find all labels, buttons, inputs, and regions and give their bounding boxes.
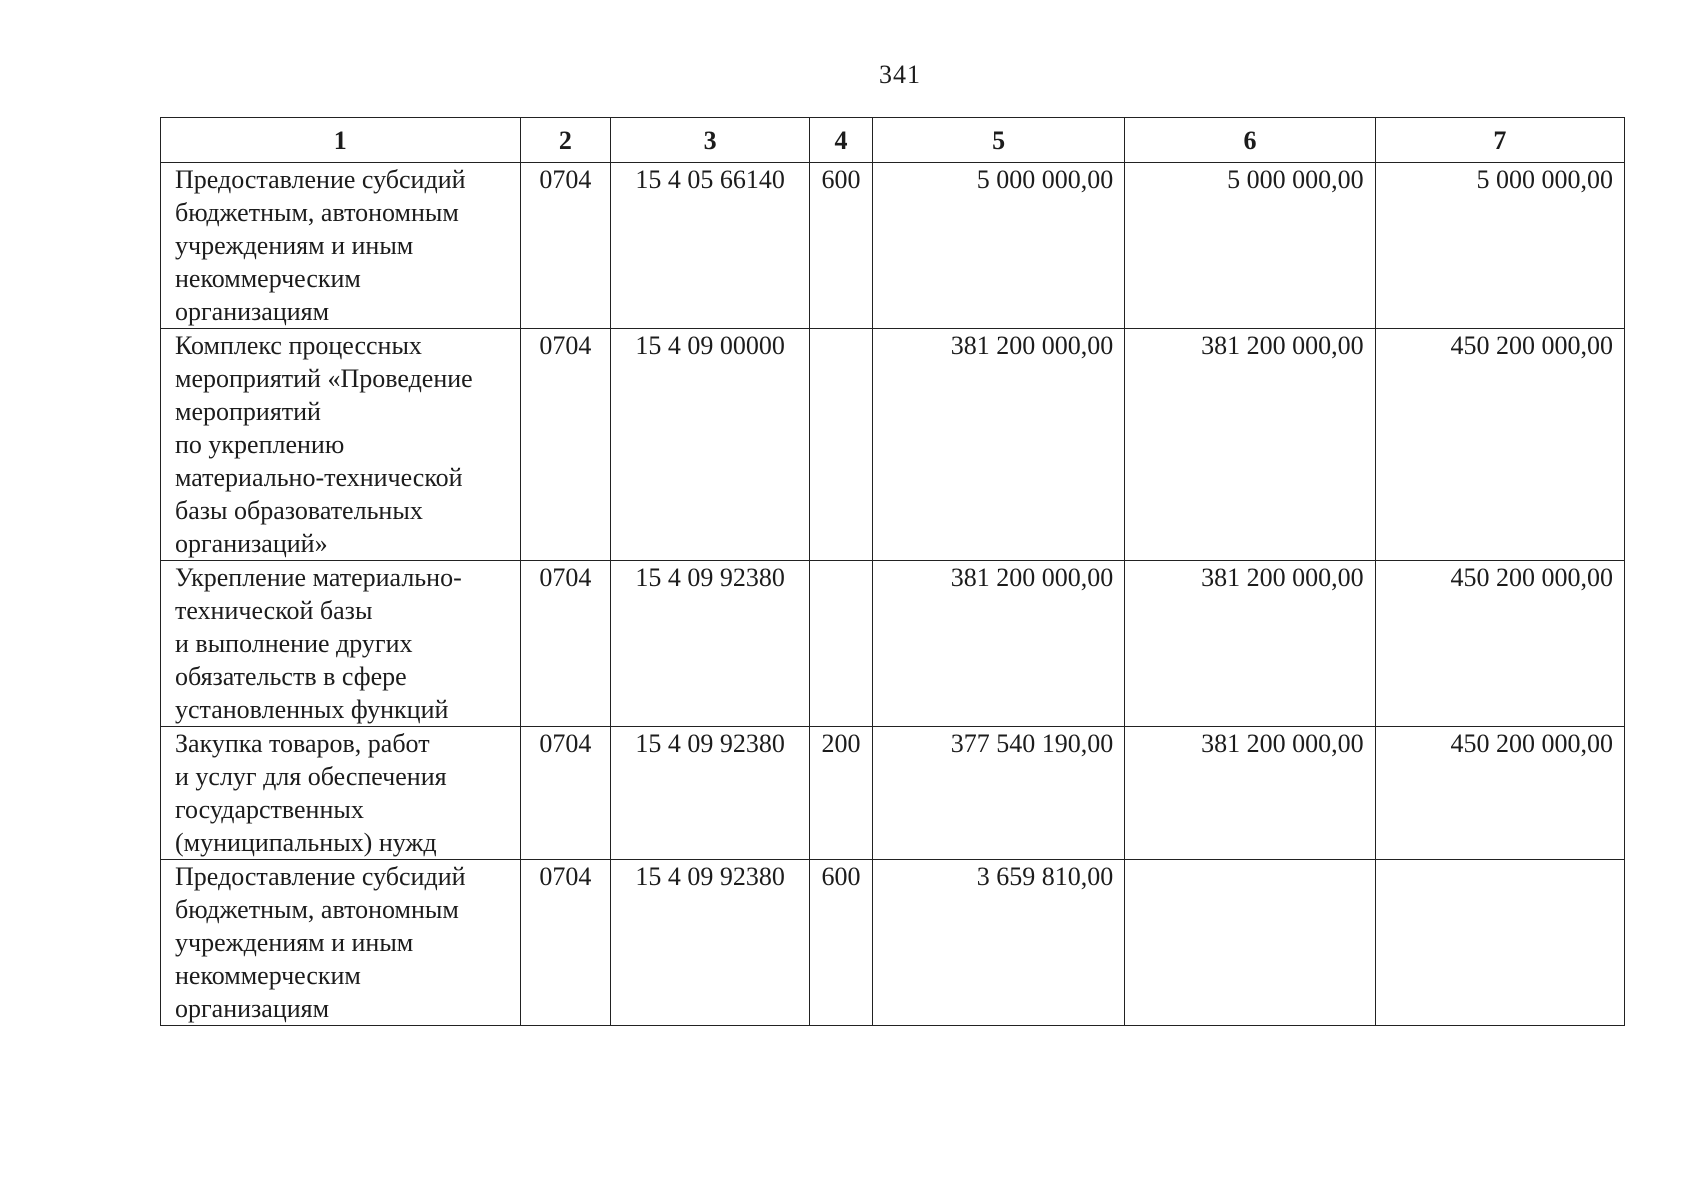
amount-cell-2: 381 200 000,00 bbox=[1125, 727, 1375, 860]
amount-cell-1: 381 200 000,00 bbox=[872, 561, 1124, 727]
amount-cell-2: 381 200 000,00 bbox=[1125, 329, 1375, 561]
expense-type-cell: 200 bbox=[810, 727, 873, 860]
section-code-cell: 0704 bbox=[520, 727, 611, 860]
table-row bbox=[161, 329, 1625, 561]
row-name-line: бюджетным, автономным bbox=[175, 895, 459, 924]
table-row bbox=[161, 561, 1625, 727]
target-code-cell: 15 4 09 00000 bbox=[611, 329, 810, 561]
row-name-line: материально-технической bbox=[175, 463, 463, 492]
expense-type-cell bbox=[810, 329, 873, 561]
amount-cell-1: 381 200 000,00 bbox=[872, 329, 1124, 561]
row-name-cell bbox=[161, 727, 521, 860]
expense-type-cell: 600 bbox=[810, 860, 873, 1026]
row-name-line: Закупка товаров, работ bbox=[175, 729, 430, 758]
page-number: 341 bbox=[879, 60, 921, 89]
row-name-line: базы образовательных bbox=[175, 496, 423, 525]
row-name-line: некоммерческим bbox=[175, 961, 361, 990]
table-row bbox=[161, 163, 1625, 329]
row-name-line: мероприятий «Проведение bbox=[175, 364, 473, 393]
budget-table bbox=[160, 117, 1625, 1026]
row-name-line: Комплекс процессных bbox=[175, 331, 422, 360]
row-name-line: учреждениям и иным bbox=[175, 928, 414, 957]
column-header-4: 4 bbox=[810, 118, 873, 163]
section-code-cell: 0704 bbox=[520, 163, 611, 329]
row-name-cell bbox=[161, 163, 521, 329]
amount-cell-1: 377 540 190,00 bbox=[872, 727, 1124, 860]
amount-cell-3: 450 200 000,00 bbox=[1375, 329, 1624, 561]
row-name-cell bbox=[161, 561, 521, 727]
section-code-cell: 0704 bbox=[520, 561, 611, 727]
target-code-cell: 15 4 09 92380 bbox=[611, 860, 810, 1026]
column-header-2: 2 bbox=[520, 118, 611, 163]
column-header-7: 7 bbox=[1375, 118, 1624, 163]
expense-type-cell bbox=[810, 561, 873, 727]
section-code-cell: 0704 bbox=[520, 860, 611, 1026]
row-name-cell bbox=[161, 860, 521, 1026]
row-name-line: государственных bbox=[175, 795, 364, 824]
amount-cell-1: 5 000 000,00 bbox=[872, 163, 1124, 329]
amount-cell-2 bbox=[1125, 860, 1375, 1026]
target-code-cell: 15 4 09 92380 bbox=[611, 727, 810, 860]
amount-cell-3 bbox=[1375, 860, 1624, 1026]
row-name-line: некоммерческим bbox=[175, 264, 361, 293]
section-code-cell: 0704 bbox=[520, 329, 611, 561]
column-header-6: 6 bbox=[1125, 118, 1375, 163]
target-code-cell: 15 4 05 66140 bbox=[611, 163, 810, 329]
row-name-line: (муниципальных) нужд bbox=[175, 828, 437, 857]
amount-cell-1: 3 659 810,00 bbox=[872, 860, 1124, 1026]
column-header-1: 1 bbox=[161, 118, 521, 163]
row-name-line: Предоставление субсидий bbox=[175, 862, 466, 891]
row-name-line: мероприятий bbox=[175, 397, 321, 426]
target-code-cell: 15 4 09 92380 bbox=[611, 561, 810, 727]
table-header-row bbox=[161, 118, 1625, 163]
row-name-line: технической базы bbox=[175, 596, 373, 625]
table-row bbox=[161, 727, 1625, 860]
expense-type-cell: 600 bbox=[810, 163, 873, 329]
amount-cell-3: 450 200 000,00 bbox=[1375, 561, 1624, 727]
row-name-line: по укреплению bbox=[175, 430, 345, 459]
row-name-line: учреждениям и иным bbox=[175, 231, 414, 260]
amount-cell-2: 381 200 000,00 bbox=[1125, 561, 1375, 727]
amount-cell-3: 450 200 000,00 bbox=[1375, 727, 1624, 860]
row-name-line: организациям bbox=[175, 994, 330, 1023]
amount-cell-2: 5 000 000,00 bbox=[1125, 163, 1375, 329]
column-header-5: 5 bbox=[872, 118, 1124, 163]
row-name-cell bbox=[161, 329, 521, 561]
row-name-line: обязательств в сфере bbox=[175, 662, 407, 691]
row-name-line: и выполнение других bbox=[175, 629, 413, 658]
row-name-line: и услуг для обеспечения bbox=[175, 762, 447, 791]
row-name-line: Укрепление материально- bbox=[175, 563, 462, 592]
table-row bbox=[161, 860, 1625, 1026]
column-header-3: 3 bbox=[611, 118, 810, 163]
amount-cell-3: 5 000 000,00 bbox=[1375, 163, 1624, 329]
row-name-line: бюджетным, автономным bbox=[175, 198, 459, 227]
row-name-line: организаций» bbox=[175, 529, 328, 558]
row-name-line: организациям bbox=[175, 297, 330, 326]
row-name-line: установленных функций bbox=[175, 695, 449, 724]
row-name-line: Предоставление субсидий bbox=[175, 165, 466, 194]
